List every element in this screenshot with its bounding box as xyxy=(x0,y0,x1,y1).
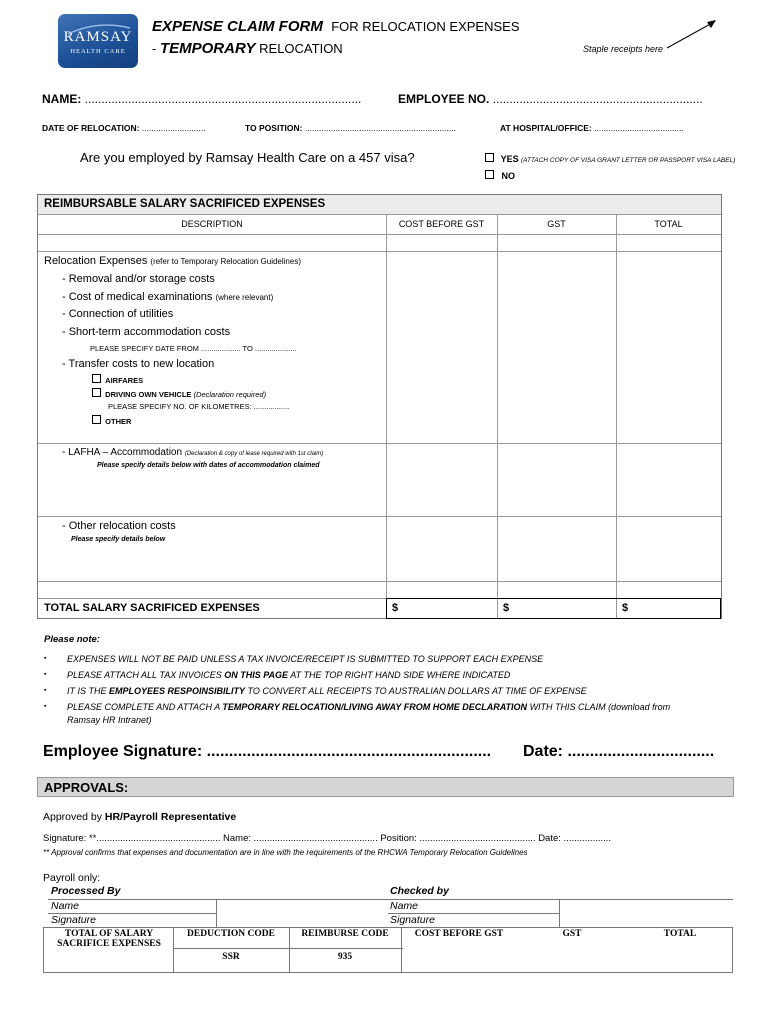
col-total: TOTAL xyxy=(654,219,683,229)
col-total-salary-sacrifice: TOTAL OF SALARY SACRIFICE EXPENSES xyxy=(57,929,161,949)
processed-name-label: Name xyxy=(51,900,80,912)
approval-footnote: ** Approval confirms that expenses and documentation are in line with the requirements of the RHCWA Temporary Relocation Guidelines xyxy=(43,848,528,857)
col-description: DESCRIPTION xyxy=(181,219,243,229)
note-3: IT IS THE EMPLOYEES RESPOINSIBILITY TO CONVERT ALL RECEIPTS TO AUSTRALIAN DOLLARS AT TIME OF EXPENSE xyxy=(67,686,587,696)
visa-question: Are you employed by Ramsay Health Care on a 457 visa? xyxy=(80,150,415,165)
expenses-table xyxy=(37,194,722,619)
visa-yes-option[interactable]: YES (ATTACH COPY OF VISA GRANT LETTER OR PASSPORT VISA LABEL) xyxy=(485,153,735,164)
deduction-code-value: SSR xyxy=(222,952,240,962)
item-medical: - Cost of medical examinations (where relevant) xyxy=(62,291,274,303)
form-title-main: EXPENSE CLAIM FORM xyxy=(152,18,323,35)
table-title: REIMBURSABLE SALARY SACRIFICED EXPENSES xyxy=(44,198,326,210)
driving-option[interactable]: DRIVING OWN VEHICLE (Declaration required) xyxy=(92,388,266,399)
col-deduction-code: DEDUCTION CODE xyxy=(187,929,275,939)
item-utilities: - Connection of utilities xyxy=(62,308,174,320)
logo-text: RAMSAY xyxy=(63,29,133,45)
employee-signature-field[interactable]: Employee Signature: ................................................................ xyxy=(43,743,492,760)
total-gst[interactable]: $ xyxy=(503,602,510,614)
payroll-heading: Payroll only: xyxy=(43,872,101,884)
col-payroll-cost-before-gst: COST BEFORE GST xyxy=(414,929,504,939)
staple-note: Staple receipts here xyxy=(583,44,664,54)
note-4-cont: Ramsay HR Intranet) xyxy=(67,715,152,725)
bullet-1: ▪ xyxy=(44,655,47,662)
reimburse-code-value: 935 xyxy=(337,952,353,962)
form-subtitle: - TEMPORARY RELOCATION xyxy=(152,40,343,57)
relocation-expenses-heading: Relocation Expenses (refer to Temporary Relocation Guidelines) xyxy=(44,255,301,267)
item-other-costs: - Other relocation costs xyxy=(62,520,176,532)
specify-date-line[interactable]: PLEASE SPECIFY DATE FROM ................... TO .................... xyxy=(90,344,297,353)
date-field[interactable]: Date: ................................. xyxy=(523,743,715,760)
item-transfer: - Transfer costs to new location xyxy=(62,358,215,370)
approval-signature-line[interactable]: Signature: **............................................... Name: ............................................... Position: ............................................ Date: .................. xyxy=(43,833,612,844)
hospital-office-field[interactable]: AT HOSPITAL/OFFICE: ...................................... xyxy=(500,123,684,133)
processed-signature-label: Signature xyxy=(51,914,96,926)
logo-swoosh-icon xyxy=(58,14,138,68)
item-lafha: - LAFHA – Accommodation (Declaration & copy of lease required with 1st claim) xyxy=(62,447,324,458)
visa-no-checkbox[interactable] xyxy=(485,170,494,179)
total-total[interactable]: $ xyxy=(622,602,629,614)
arrow-icon xyxy=(664,16,720,52)
checked-name-label: Name xyxy=(390,900,419,912)
name-field[interactable]: NAME: ................................................................................... xyxy=(42,92,362,106)
airfares-checkbox[interactable] xyxy=(92,374,101,383)
notes-heading: Please note: xyxy=(44,634,100,645)
form-title-sub: FOR RELOCATION EXPENSES xyxy=(331,19,520,34)
km-line[interactable]: PLEASE SPECIFY NO. OF KILOMETRES: ................. xyxy=(108,402,290,411)
other-detail: Please specify details below xyxy=(71,536,166,543)
bullet-3: ▪ xyxy=(44,687,47,694)
note-2: PLEASE ATTACH ALL TAX INVOICES ON THIS PAGE AT THE TOP RIGHT HAND SIDE WHERE INDICATED xyxy=(67,670,511,680)
other-option[interactable]: OTHER xyxy=(92,415,131,426)
airfares-option[interactable]: AIRFARES xyxy=(92,374,143,385)
visa-no-option[interactable]: NO xyxy=(485,170,515,181)
bullet-4: ▪ xyxy=(44,703,47,710)
form-title xyxy=(152,18,520,35)
total-label: TOTAL SALARY SACRIFICED EXPENSES xyxy=(44,602,260,614)
visa-yes-checkbox[interactable] xyxy=(485,153,494,162)
checked-by-label: Checked by xyxy=(390,885,449,897)
col-payroll-gst: GST xyxy=(562,929,582,939)
bullet-2: ▪ xyxy=(44,671,47,678)
approved-by: Approved by HR/Payroll Representative xyxy=(43,811,237,823)
note-1: EXPENSES WILL NOT BE PAID UNLESS A TAX INVOICE/RECEIPT IS SUBMITTED TO SUPPORT EACH EXPENSE xyxy=(67,654,544,664)
to-position-field[interactable]: TO POSITION: ................................................................ xyxy=(245,123,456,133)
col-gst: GST xyxy=(547,219,566,229)
item-accommodation: - Short-term accommodation costs xyxy=(62,326,231,338)
payroll-table xyxy=(43,885,733,973)
col-reimburse-code: REIMBURSE CODE xyxy=(301,929,389,939)
employee-no-field[interactable]: EMPLOYEE NO. ............................................................... xyxy=(398,92,703,106)
note-4: PLEASE COMPLETE AND ATTACH A TEMPORARY RELOCATION/LIVING AWAY FROM HOME DECLARATION WITH THIS CLAIM (download from xyxy=(67,702,671,712)
total-box xyxy=(386,598,721,619)
lafha-detail: Please specify details below with dates of accommodation claimed xyxy=(97,462,320,469)
item-removal: - Removal and/or storage costs xyxy=(62,273,215,285)
col-payroll-total: TOTAL xyxy=(663,929,697,939)
col-cost-before-gst: COST BEFORE GST xyxy=(398,219,485,229)
processed-by-label: Processed By xyxy=(51,885,121,897)
checked-signature-label: Signature xyxy=(390,914,435,926)
driving-checkbox[interactable] xyxy=(92,388,101,397)
date-relocation-field[interactable]: DATE OF RELOCATION: ........................... xyxy=(42,123,206,133)
total-cost-before-gst[interactable]: $ xyxy=(392,602,399,614)
other-checkbox[interactable] xyxy=(92,415,101,424)
ramsay-logo xyxy=(58,14,138,68)
approvals-heading: APPROVALS: xyxy=(37,777,734,797)
logo-subtext: HEALTH CARE xyxy=(70,48,126,55)
